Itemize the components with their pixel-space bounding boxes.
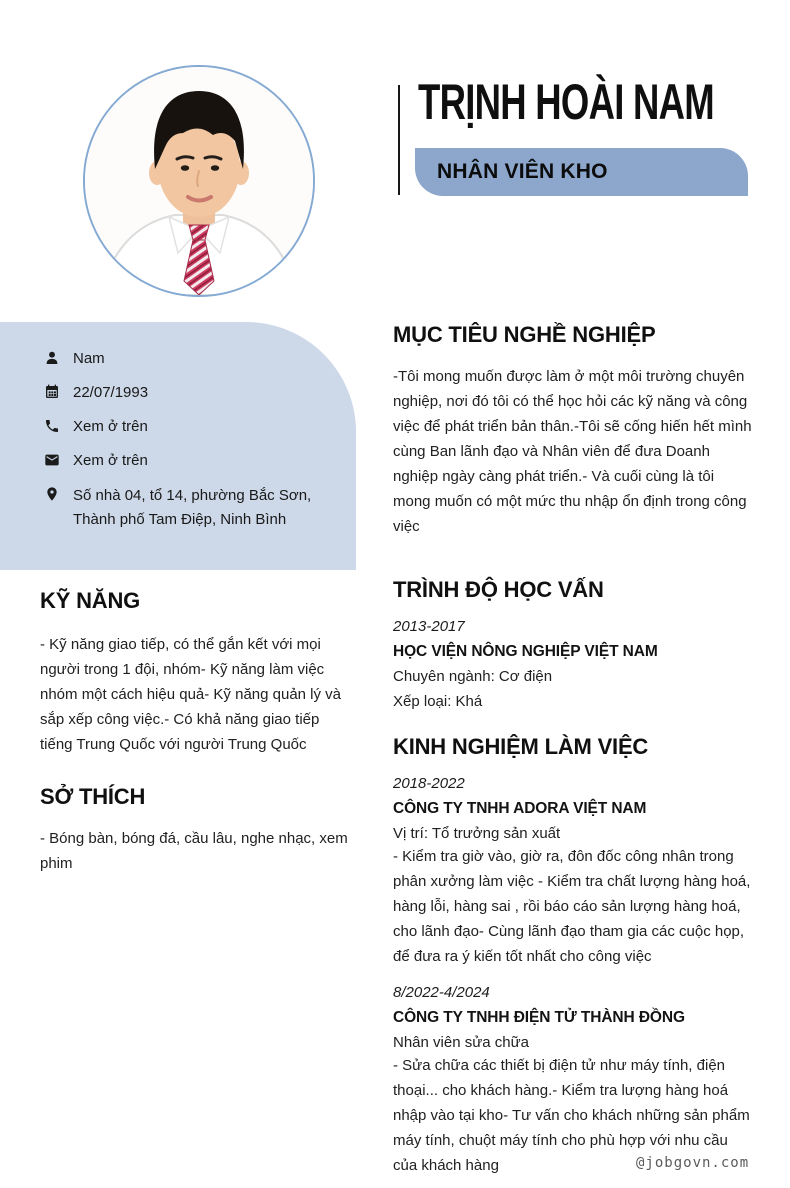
contact-phone: Xem ở trên — [73, 418, 148, 435]
education-school: HỌC VIỆN NÔNG NGHIỆP VIỆT NAM — [393, 643, 658, 660]
hobbies-body: - Bóng bàn, bóng đá, cầu lâu, nghe nhạc, xem phim — [40, 830, 348, 872]
name-accent-line — [398, 85, 400, 195]
experience-details: - Sửa chữa các thiết bị điện tử như máy tính, điện thoại... cho khách hàng.- Kiểm tra lượng hàng hoá nhập vào tại kho- Tư vấn cho khách những sản phẩm máy tính, chuột máy tính cho phù hợp với nhu cầu của khách hàng — [393, 1057, 750, 1174]
email-icon — [44, 452, 60, 468]
experience-entry — [393, 774, 755, 969]
experience-role: Nhân viên sửa chữa — [393, 1034, 529, 1051]
experience-role: Vị trí: Tổ trưởng sản xuất — [393, 825, 561, 842]
contact-row-birthdate — [44, 382, 334, 403]
experience-period: 8/2022-4/2024 — [393, 984, 490, 1001]
experience-title: KINH NGHIỆM LÀM VIỆC — [393, 734, 649, 759]
contact-row-email — [44, 450, 334, 471]
experience-company: CÔNG TY TNHH ĐIỆN TỬ THÀNH ĐỒNG — [393, 1009, 685, 1026]
contact-row-gender — [44, 348, 334, 369]
portrait-illustration — [85, 67, 313, 295]
candidate-name: TRỊNH HOÀI NAM — [418, 74, 714, 130]
job-title-band — [415, 148, 748, 196]
calendar-icon — [44, 384, 60, 400]
contact-email: Xem ở trên — [73, 452, 148, 469]
contact-gender: Nam — [73, 350, 105, 367]
location-icon — [44, 486, 60, 502]
education-grade: Xếp loại: Khá — [393, 693, 483, 710]
education-entry — [393, 617, 755, 712]
experience-company: CÔNG TY TNHH ADORA VIỆT NAM — [393, 800, 647, 817]
skills-body: - Kỹ năng giao tiếp, có thể gắn kết với mọi người trong 1 đội, nhóm- Kỹ năng làm việc nhóm một cách hiệu quả- Kỹ năng quản lý và sắp xếp công việc.- Có khả năng giao tiếp tiếng Trung Quốc với người Trung Quốc — [40, 636, 342, 753]
experience-details: - Kiểm tra giờ vào, giờ ra, đôn đốc công nhân trong phân xưởng làm việc - Kiểm tra chất lượng hàng hoá, hàng lỗi, hàng sai , rồi báo cáo sản lượng hàng hoá, cho lãnh đạo- Cùng lãnh đạo tham gia các cuộc họp, để đưa ra ý kiến tốt nhất cho công việc — [393, 848, 751, 965]
contact-birthdate: 22/07/1993 — [73, 384, 149, 401]
job-title: NHÂN VIÊN KHO — [437, 160, 608, 183]
objective-title: MỤC TIÊU NGHỀ NGHIỆP — [393, 322, 656, 347]
experience-period: 2018-2022 — [393, 775, 465, 792]
profile-photo — [83, 65, 315, 297]
contact-list — [44, 348, 334, 545]
contact-row-phone — [44, 416, 334, 437]
skills-title: KỸ NĂNG — [40, 588, 141, 613]
contact-address: Số nhà 04, tổ 14, phường Bắc Sơn, Thành phố Tam Điệp, Ninh Bình — [73, 487, 312, 528]
experience-entry — [393, 983, 755, 1178]
right-column — [393, 322, 755, 1178]
left-column — [40, 588, 356, 876]
contact-panel — [0, 322, 356, 570]
education-title: TRÌNH ĐỘ HỌC VẤN — [393, 577, 604, 602]
phone-icon — [44, 418, 60, 434]
education-major: Chuyên ngành: Cơ điện — [393, 668, 553, 685]
contact-row-address — [44, 484, 334, 532]
objective-body: -Tôi mong muốn được làm ở một môi trường chuyên nghiệp, nơi đó tôi có thể học hỏi các kỹ năng và công việc để phát triển bản thân.-Tôi sẽ cống hiến hết mình cùng Ban lãnh đạo và Nhân viên để đưa Doanh nghiệp ngày càng phát triển.- Và cuối cùng là tôi mong muốn có một mức thu nhập ổn định trong công việc — [393, 368, 752, 535]
hobbies-title: SỞ THÍCH — [40, 784, 146, 809]
education-period: 2013-2017 — [393, 618, 465, 635]
watermark-text: @jobgovn.com — [636, 1155, 750, 1171]
person-icon — [44, 350, 60, 366]
